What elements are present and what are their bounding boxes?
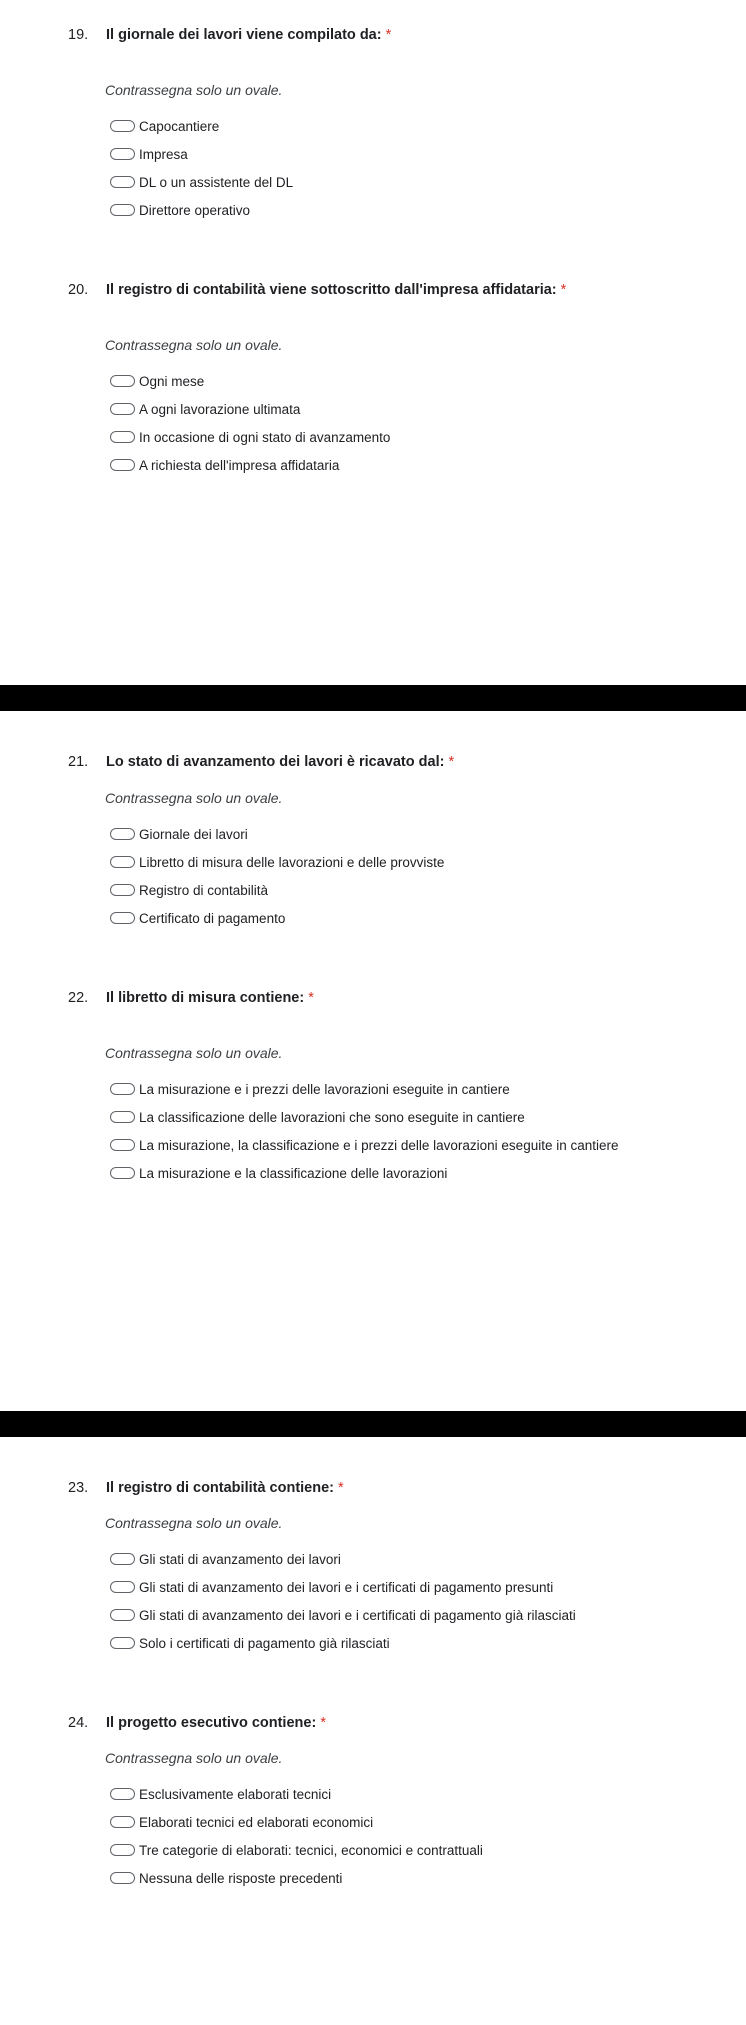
required-marker: * [308,990,314,1006]
instruction-text: Contrassegna solo un ovale. [105,1750,283,1766]
page-separator [0,1411,746,1437]
option-label: DL o un assistente del DL [139,174,294,190]
option-label: Esclusivamente elaborati tecnici [139,1786,332,1802]
option-item[interactable] [110,1629,576,1657]
question-title [68,753,454,771]
option-label: Giornale dei lavori [139,826,248,842]
option-item[interactable] [110,196,293,224]
option-label: La misurazione, la classificazione e i prezzi delle lavorazioni eseguite in cantiere [139,1137,619,1153]
radio-oval-icon[interactable] [110,1872,135,1884]
option-label: Libretto di misura delle lavorazioni e delle provviste [139,854,445,870]
option-item[interactable] [110,140,293,168]
option-label: La misurazione e i prezzi delle lavorazioni eseguite in cantiere [139,1081,510,1097]
question-text: Il libretto di misura contiene: [106,990,305,1006]
option-item[interactable] [110,1601,576,1629]
radio-oval-icon[interactable] [110,1609,135,1621]
option-item[interactable] [110,1103,619,1131]
instruction-text: Contrassegna solo un ovale. [105,337,283,353]
options-list [110,1075,619,1187]
options-list [110,1545,576,1657]
radio-oval-icon[interactable] [110,1581,135,1593]
instruction-text: Contrassegna solo un ovale. [105,1045,283,1061]
question-number: 23. [68,1480,89,1496]
question-number: 24. [68,1715,89,1731]
required-marker: * [560,282,567,298]
question-title [68,1479,344,1497]
question-text: Il registro di contabilità viene sottoscritto dall'impresa affidataria: [106,282,557,298]
option-item[interactable] [110,1573,576,1601]
radio-oval-icon[interactable] [110,1553,135,1565]
options-list [110,367,390,479]
required-marker: * [338,1480,344,1496]
options-list [110,112,293,224]
radio-oval-icon[interactable] [110,828,135,840]
option-label: A richiesta dell'impresa affidataria [139,457,340,473]
question-text: Lo stato di avanzamento dei lavori è ricavato dal: [106,754,445,770]
radio-oval-icon[interactable] [110,1139,135,1151]
radio-oval-icon[interactable] [110,148,135,160]
option-item[interactable] [110,820,444,848]
option-label: Gli stati di avanzamento dei lavori e i certificati di pagamento presunti [139,1579,554,1595]
required-marker: * [320,1715,326,1731]
radio-oval-icon[interactable] [110,1111,135,1123]
option-item[interactable] [110,451,390,479]
option-item[interactable] [110,1545,576,1573]
option-item[interactable] [110,1808,483,1836]
radio-oval-icon[interactable] [110,884,135,896]
option-item[interactable] [110,1836,483,1864]
option-item[interactable] [110,848,444,876]
option-item[interactable] [110,904,444,932]
option-label: Direttore operativo [139,202,251,218]
option-label: In occasione di ogni stato di avanzamento [139,429,391,445]
form-page-3 [0,1437,746,2025]
radio-oval-icon[interactable] [110,1816,135,1828]
instruction-text: Contrassegna solo un ovale. [105,82,283,98]
instruction-text: Contrassegna solo un ovale. [105,1515,283,1531]
option-label: Gli stati di avanzamento dei lavori [139,1551,341,1567]
option-label: La classificazione delle lavorazioni che sono eseguite in cantiere [139,1109,525,1125]
option-item[interactable] [110,367,390,395]
radio-oval-icon[interactable] [110,912,135,924]
option-item[interactable] [110,1131,619,1159]
radio-oval-icon[interactable] [110,1083,135,1095]
question-text: Il registro di contabilità contiene: [106,1480,334,1496]
options-list [110,820,444,932]
question-text: Il giornale dei lavori viene compilato da: [106,27,382,43]
option-item[interactable] [110,395,390,423]
required-marker: * [448,754,455,770]
required-marker: * [385,27,392,43]
radio-oval-icon[interactable] [110,204,135,216]
option-label: Certificato di pagamento [139,910,286,926]
question-number: 19. [68,27,89,43]
option-label: Impresa [139,146,188,162]
options-list [110,1780,483,1892]
option-item[interactable] [110,112,293,140]
radio-oval-icon[interactable] [110,856,135,868]
option-label: Tre categorie di elaborati: tecnici, economici e contrattuali [139,1842,483,1858]
option-label: Elaborati tecnici ed elaborati economici [139,1814,374,1830]
option-label: Solo i certificati di pagamento già rilasciati [139,1635,390,1651]
option-item[interactable] [110,1159,619,1187]
option-label: Gli stati di avanzamento dei lavori e i certificati di pagamento già rilasciati [139,1607,576,1623]
radio-oval-icon[interactable] [110,176,135,188]
radio-oval-icon[interactable] [110,431,135,443]
option-item[interactable] [110,1780,483,1808]
option-label: Nessuna delle risposte precedenti [139,1870,343,1886]
option-item[interactable] [110,423,390,451]
question-title [68,989,314,1007]
radio-oval-icon[interactable] [110,1788,135,1800]
question-number: 20. [68,282,89,298]
question-number: 22. [68,990,89,1006]
option-item[interactable] [110,168,293,196]
option-label: Registro di contabilità [139,882,269,898]
radio-oval-icon[interactable] [110,459,135,471]
radio-oval-icon[interactable] [110,403,135,415]
option-item[interactable] [110,876,444,904]
radio-oval-icon[interactable] [110,1637,135,1649]
option-label: La misurazione e la classificazione delle lavorazioni [139,1165,448,1181]
option-label: A ogni lavorazione ultimata [139,401,301,417]
form-page-2 [0,711,746,1411]
question-title [68,1714,326,1732]
radio-oval-icon[interactable] [110,1167,135,1179]
option-item[interactable] [110,1864,483,1892]
question-number: 21. [68,754,89,770]
radio-oval-icon[interactable] [110,375,135,387]
radio-oval-icon[interactable] [110,120,135,132]
question-title [68,26,391,44]
radio-oval-icon[interactable] [110,1844,135,1856]
instruction-text: Contrassegna solo un ovale. [105,790,283,806]
option-item[interactable] [110,1075,619,1103]
option-label: Ogni mese [139,373,205,389]
page-separator [0,685,746,711]
option-label: Capocantiere [139,118,220,134]
form-page-1 [0,0,746,685]
question-title [68,281,566,299]
question-text: Il progetto esecutivo contiene: [106,1715,317,1731]
